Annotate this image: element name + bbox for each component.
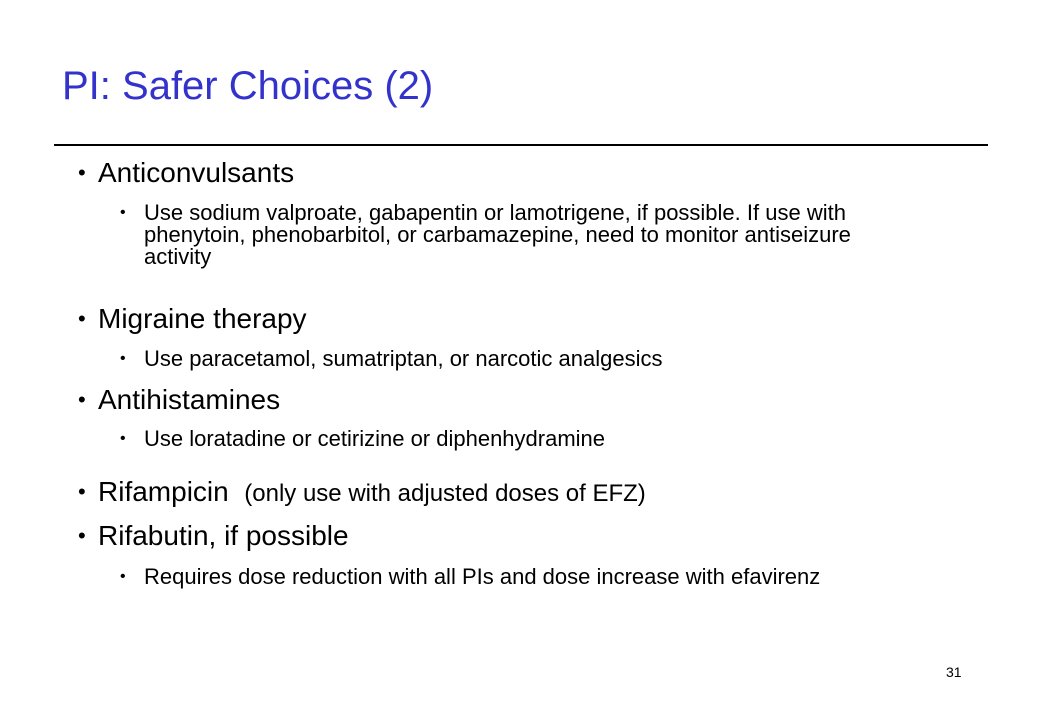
sub-bullet-icon: • (120, 568, 126, 585)
sub-bullet-icon: • (120, 430, 126, 447)
heading-text: Rifampicin (98, 476, 229, 507)
title-divider (54, 144, 988, 146)
bullet-heading-rifampicin (98, 476, 646, 510)
bullet-heading-migraine-therapy: Migraine therapy (98, 303, 307, 334)
bullet-icon: • (78, 387, 86, 412)
sub-bullet-text: Use loratadine or cetirizine or diphenhydramine (144, 426, 606, 451)
slide-title: PI: Safer Choices (2) (62, 64, 434, 108)
sub-bullet-text: Requires dose reduction with all PIs and dose increase with efavirenz (144, 564, 821, 589)
sub-bullet-icon: • (120, 204, 126, 221)
bullet-icon: • (78, 479, 86, 504)
page-number: 31 (946, 664, 962, 680)
bullet-heading-anticonvulsants: Anticonvulsants (98, 157, 295, 188)
sub-bullet-text: Use paracetamol, sumatriptan, or narcotic analgesics (144, 346, 663, 371)
sub-bullet-icon: • (120, 350, 126, 367)
sub-bullet-text: Use sodium valproate, gabapentin or lamotrigene, if possible. If use with phenytoin, phenobarbitol, or carbamazepine, need to monitor antiseizure activity (144, 200, 851, 269)
bullet-heading-antihistamines: Antihistamines (98, 384, 281, 415)
bullet-heading-rifabutin: Rifabutin, if possible (98, 520, 349, 551)
heading-note: (only use with adjusted doses of EFZ) (244, 480, 646, 507)
bullet-icon: • (78, 306, 86, 331)
bullet-icon: • (78, 523, 86, 548)
bullet-icon: • (78, 160, 86, 185)
